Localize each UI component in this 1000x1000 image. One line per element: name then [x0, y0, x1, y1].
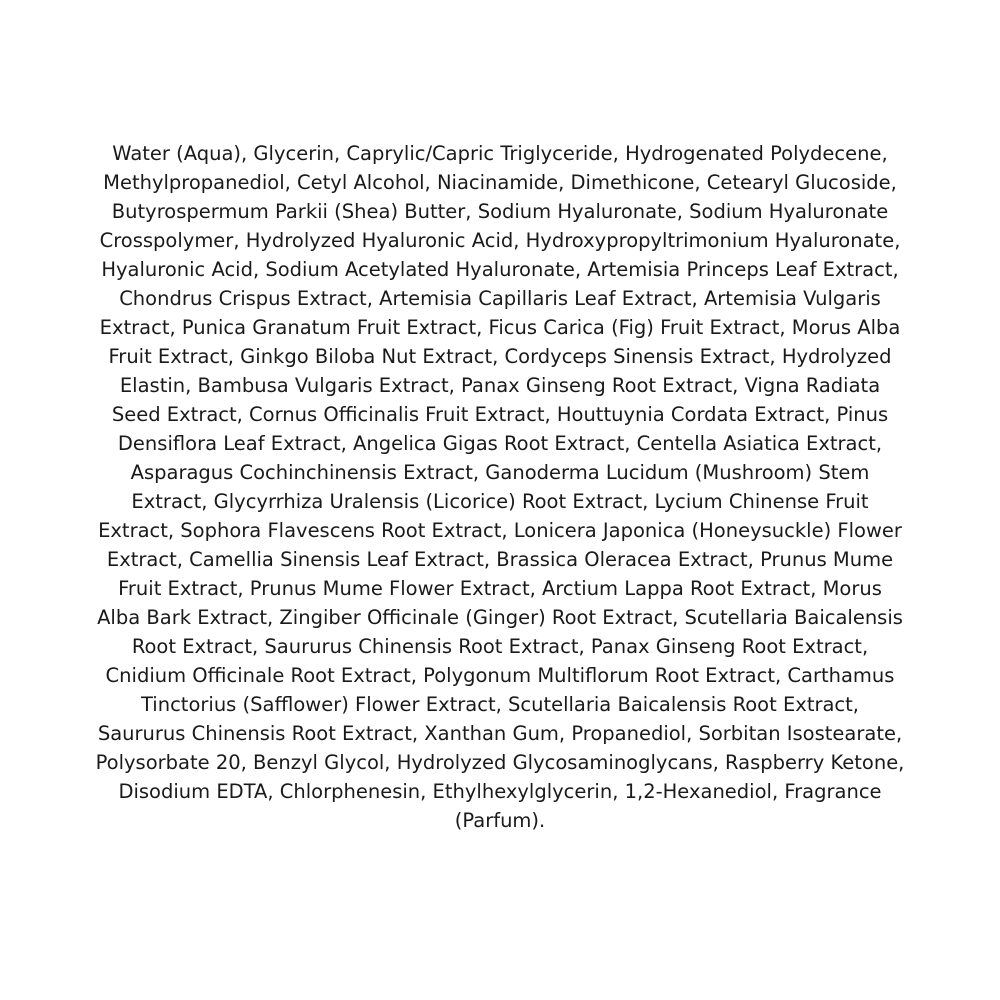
ingredients-list: Water (Aqua), Glycerin, Caprylic/Capric Triglyceride, Hydrogenated Polydecene, Methylpropanediol, Cetyl Alcohol, Niacinamide, Dimethicone, Cetearyl Glucoside, Butyrospermum Parkii (Shea) Butter, Sodium Hyaluronate, Sodium Hyaluronate Crosspolymer, Hydrolyzed Hyaluronic Acid, Hydroxypropyltrimonium Hyaluronate, Hyaluronic Acid, Sodium Acetylated Hyaluronate, Artemisia Princeps Leaf Extract, Chondrus Crispus Extract, Artemisia Capillaris Leaf Extract, Artemisia Vulgaris Extract, Punica Granatum Fruit Extract, Ficus Carica (Fig) Fruit Extract, Morus Alba Fruit Extract, Ginkgo Biloba Nut Extract, Cordyceps Sinensis Extract, Hydrolyzed Elastin, Bambusa Vulgaris Extract, Panax Ginseng Root Extract, Vigna Radiata Seed Extract, Cornus Officinalis Fruit Extract, Houttuynia Cordata Extract, Pinus Densiflora Leaf Extract, Angelica Gigas Root Extract, Centella Asiatica Extract, Asparagus Cochinchinensis Extract, Ganoderma Lucidum (Mushroom) Stem Extract, Glycyrrhiza Uralensis (Licorice) Root Extract, Lycium Chinense Fruit Extract, Sophora Flavescens Root Extract, Lonicera Japonica (Honeysuckle) Flower Extract, Camellia Sinensis Leaf Extract, Brassica Oleracea Extract, Prunus Mume Fruit Extract, Prunus Mume Flower Extract, Arctium Lappa Root Extract, Morus Alba Bark Extract, Zingiber Officinale (Ginger) Root Extract, Scutellaria Baicalensis Root Extract, Saururus Chinensis Root Extract, Panax Ginseng Root Extract, Cnidium Officinale Root Extract, Polygonum Multiflorum Root Extract, Carthamus Tinctorius (Safflower) Flower Extract, Scutellaria Baicalensis Root Extract, Saururus Chinensis Root Extract, Xanthan Gum, Propanediol, Sorbitan Isostearate, Polysorbate 20, Benzyl Glycol, Hydrolyzed Glycosaminoglycans, Raspberry Ketone, Disodium EDTA, Chlorphenesin, Ethylhexylglycerin, 1,2-Hexanediol, Fragrance (Parfum).	[95, 142, 905, 832]
